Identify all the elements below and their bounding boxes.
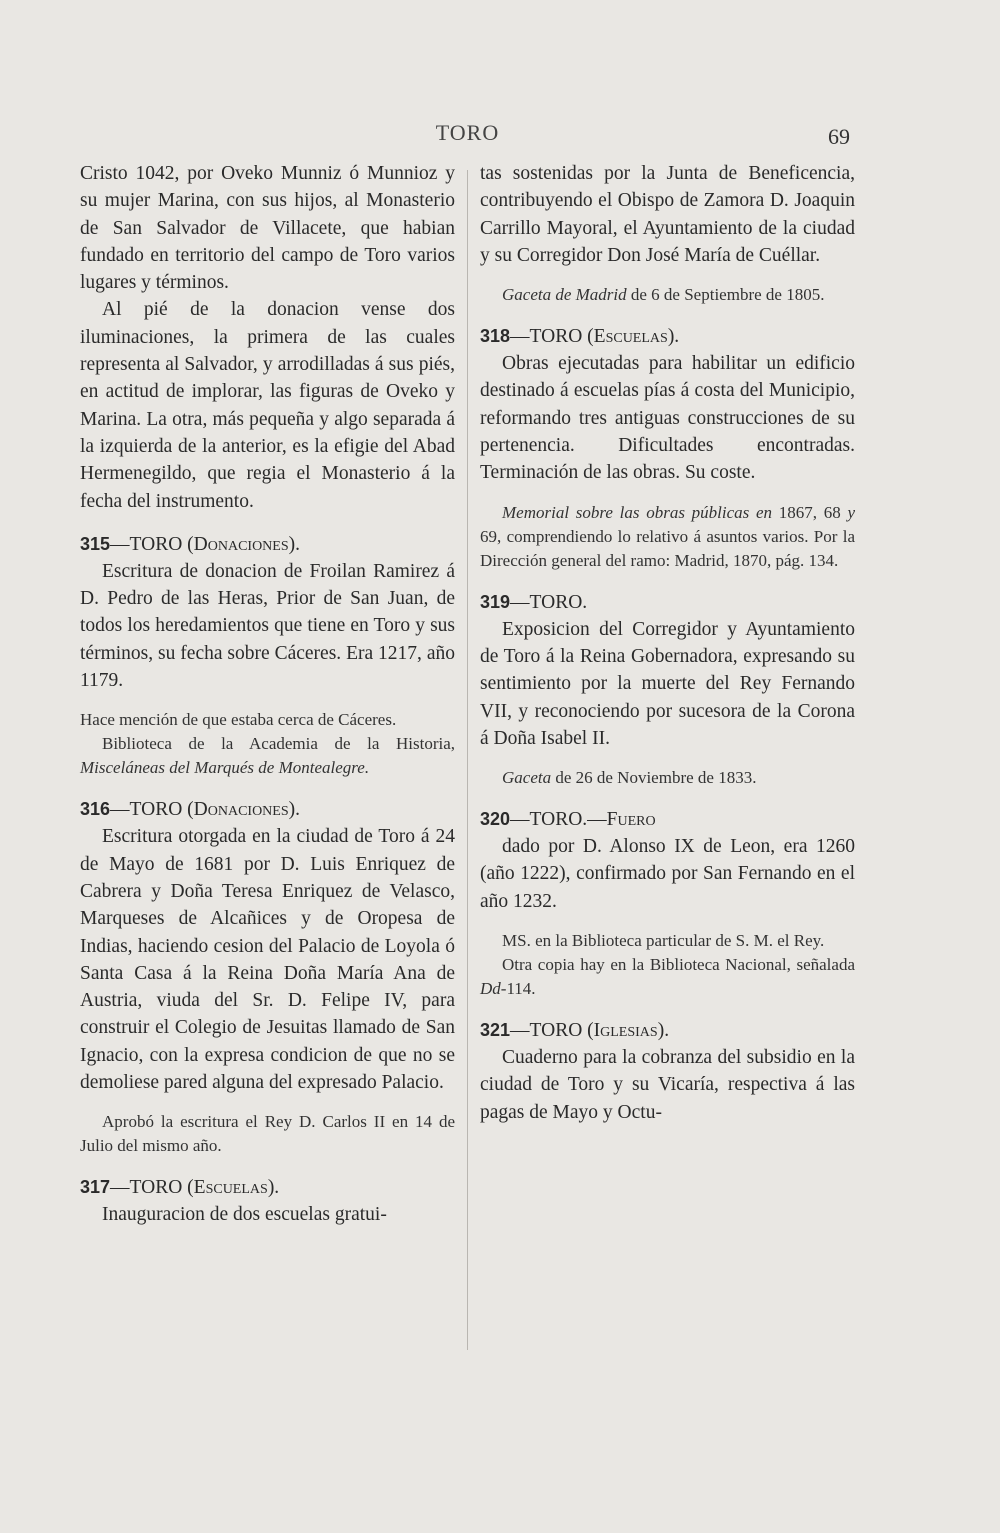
entry-category: Donaciones [193,533,289,555]
page-number: 69 [828,124,850,149]
entry-category: Escuelas [593,326,668,348]
entry-321 [480,1017,855,1126]
entry-318-notes [480,501,855,573]
note-citation [480,501,855,573]
entry-body-text: Inauguracion de dos escuelas gratui- [102,1204,387,1226]
entry-heading-text: —TORO.— [510,809,607,831]
entry-319 [480,589,855,790]
column-divider [467,170,468,1350]
entry-heading-close: ). [657,1020,670,1042]
entry-heading-close: ). [288,533,301,555]
entry-318 [480,323,855,572]
note-citation [480,953,855,1001]
citation-signature: Dd [480,979,501,999]
citation-source: Gaceta [502,768,552,788]
entry-315 [80,531,455,780]
entry-315-notes [80,708,455,780]
entry-317 [80,1174,455,1228]
entry-number: 315 [80,533,111,554]
entry-number: 318 [480,326,511,347]
entry-heading-text: —TORO ( [510,1020,594,1042]
entry-number: 316 [80,799,111,820]
citation-conjunction: y [847,502,855,522]
entry-heading-close: ). [667,326,680,348]
entry-319-body [480,616,855,752]
citation-text: de 6 de Septiembre de 1805. [626,285,825,305]
entry-body-text: dado por D. Alonso IX de Leon, era 1260 (año 1222), confirmado por San Fernando en el año 1232. [480,836,855,912]
intro-paragraph-2: Al pié de la donacion vense dos iluminaciones, la primera de las cuales representa al Salvador, y arrodilladas á sus piés, en actitud de implorar, las figuras de Oveko y Marina. La otra, más pequeña y algo separada á la izquierda de la anterior, es la efigie del Abad Hermenegildo, que regia el Monasterio á la fecha del instrumento. [80,299,455,512]
entry-316-heading [80,796,455,823]
entry-318-heading [480,323,855,350]
entry-317-heading [80,1174,455,1201]
entry-heading-text: —TORO ( [510,326,594,348]
entry-319-notes [480,766,855,790]
right-column [480,160,855,1126]
intro-text [80,160,455,515]
citation-text: de 26 de Noviembre de 1833. [551,768,757,788]
entry-321-heading [480,1017,855,1044]
entry-heading-text: —TORO ( [110,1177,194,1199]
entry-315-heading [80,531,455,558]
citation-text: -114. [500,979,536,999]
note-text: Hace mención de que estaba cerca de Cáceres. [80,710,397,730]
running-header: TORO [435,120,500,145]
note-citation [80,732,455,780]
entry-heading-text: —TORO ( [110,799,194,821]
entry-category: Fuero [606,809,656,831]
entry-heading-text: —TORO. [510,591,588,613]
intro-paragraph-1: Cristo 1042, por Oveko Munniz ó Munnioz y su mujer Marina, con sus hijos, al Monasterio de San Salvador de Villacete, que habian fundado en territorio del campo de Toro varios lugares y términos. [80,163,455,294]
entry-body-text: tas sostenidas por la Junta de Beneficencia, contribuyendo el Obispo de Zamora D. Joaquin Carrillo Mayoral, el Ayuntamiento de la ciudad y su Corregidor Don José María de Cuéllar. [480,163,855,266]
citation-text: 69, comprendiendo lo relativo á asuntos varios. Por la Dirección general del ramo: Madrid, 1870, pág. 134. [480,526,855,570]
entry-317-body [80,1201,455,1228]
entry-category: Iglesias [593,1020,658,1042]
entry-320-body [480,833,855,915]
entry-316 [80,796,455,1158]
citation-text: Otra copia hay en la Biblioteca Nacional, señalada [502,955,855,975]
entry-315-body [80,558,455,694]
citation-text: 1867, 68 [772,502,848,522]
entry-number: 317 [80,1177,111,1198]
citation-source: Gaceta de Madrid [502,285,627,305]
entry-316-body [80,823,455,1096]
note-text: MS. en la Biblioteca particular de S. M. el Rey. [502,931,825,951]
entry-number: 319 [480,591,511,612]
entry-321-body [480,1044,855,1126]
entry-body-text: Escritura de donacion de Froilan Ramirez á D. Pedro de las Heras, Prior de San Juan, de todos los heredamientos que tiene en Toro y sus términos, su fecha sobre Cáceres. Era 1217, año 1179. [80,560,455,692]
entry-316-notes [80,1110,455,1158]
citation-text: Biblioteca de la Academia de la Historia, [102,734,455,754]
entry-category: Donaciones [193,799,289,821]
citation-source: Memorial sobre las obras públicas en [502,502,773,522]
entry-body-text: Cuaderno para la cobranza del subsidio en la ciudad de Toro y su Vicaría, respectiva á las pagas de Mayo y Octu- [480,1047,855,1123]
note-citation [480,283,855,307]
entry-318-body [480,350,855,486]
entry-319-heading [480,589,855,616]
entry-heading-close: ). [288,799,301,821]
entry-body-text: Obras ejecutadas para habilitar un edificio destinado á escuelas pías á costa del Municipio, reformando tres antiguas construcciones de su pertenencia. Dificultades encontradas. Terminación de las obras. Su coste. [480,353,855,484]
entry-body-text: Escritura otorgada en la ciudad de Toro á 24 de Mayo de 1681 por D. Luis Enriquez de Cabrera y Doña Teresa Enriquez de Velasco, Marqueses de Alcañices y de Oropesa de Indias, haciendo cesion del Palacio de Loyola ó Santa Casa á la Reina Doña María Ana de Austria, viuda del Sr. D. Felipe IV, para construir el Colegio de Jesuitas llamado de San Ignacio, con la expresa condicion de que no se demoliese pared alguna del expresado Palacio. [80,826,455,1094]
entry-heading-text: —TORO ( [110,533,194,555]
note-citation [480,766,855,790]
left-column [80,160,455,1229]
entry-heading-close: ). [267,1177,280,1199]
entry-317-notes [480,283,855,307]
note-text: Aprobó la escritura el Rey D. Carlos II en 14 de Julio del mismo año. [80,1112,455,1156]
entry-body-text: Exposicion del Corregidor y Ayuntamiento de Toro á la Reina Gobernadora, expresando su sentimiento por la muerte del Rey Fernando VII, y reconociendo por sucesora de la Corona á Doña Isabel II. [480,618,855,749]
entry-number: 320 [480,809,511,830]
entry-320-notes [480,929,855,1001]
entry-number: 321 [480,1020,511,1041]
citation-source: Misceláneas del Marqués de Montealegre. [80,758,370,778]
entry-320 [480,806,855,1001]
entry-320-heading [480,806,855,833]
entry-317-continued [480,160,855,269]
entry-category: Escuelas [193,1177,268,1199]
